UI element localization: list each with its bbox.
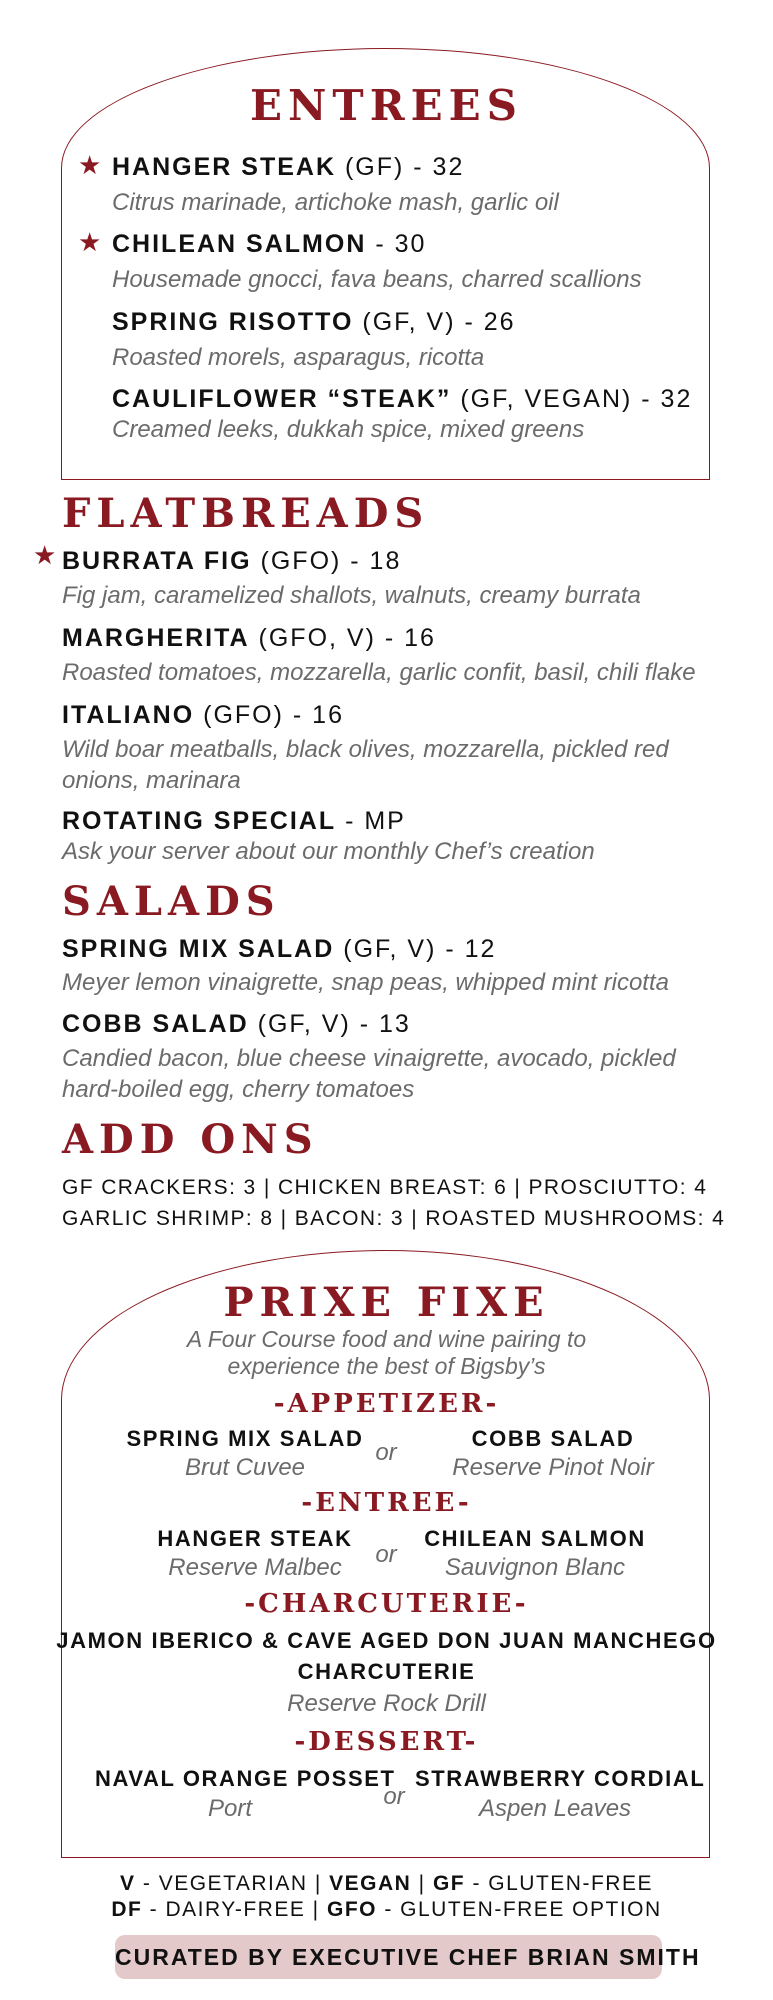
menu-item-name: HANGER STEAK (GF) - 32 [112, 153, 465, 181]
menu-item-description: onions, marinara [62, 767, 241, 794]
menu-item-description: Creamed leeks, dukkah spice, mixed greens [112, 416, 585, 443]
menu-item-description: Meyer lemon vinaigrette, snap peas, whipped mint ricotta [62, 969, 669, 996]
menu-item-name: ROTATING SPECIAL - MP [62, 807, 406, 835]
salads-title: SALADS [62, 878, 281, 925]
course-option-name: CHARCUTERIE [297, 1659, 476, 1684]
menu-item-name: SPRING RISOTTO (GF, V) - 26 [112, 308, 516, 336]
menu-item-description: Citrus marinade, artichoke mash, garlic oil [112, 189, 559, 216]
course-option-name: COBB SALAD [471, 1426, 635, 1451]
menu-item-name: SPRING MIX SALAD (GF, V) - 12 [62, 935, 497, 963]
course-option-name: NAVAL ORANGE POSSET [95, 1766, 396, 1791]
prixe-fixe-intro: experience the best of Bigsby’s [227, 1353, 546, 1379]
prixe-fixe-intro: A Four Course food and wine pairing to [186, 1326, 587, 1352]
menu-item-name: COBB SALAD (GF, V) - 13 [62, 1010, 411, 1038]
course-wine-pairing: Sauvignon Blanc [444, 1554, 626, 1581]
course-option-name: JAMON IBERICO & CAVE AGED DON JUAN MANCHEGO [56, 1628, 717, 1653]
menu-item-description: Roasted tomatoes, mozzarella, garlic confit, basil, chili flake [62, 659, 696, 686]
star-icon: ★ [78, 228, 102, 258]
or-divider: or [375, 1439, 397, 1466]
course-option-name: STRAWBERRY CORDIAL [415, 1766, 706, 1791]
add-ons-line: GARLIC SHRIMP: 8 | BACON: 3 | ROASTED MUSHROOMS: 4 [62, 1207, 726, 1230]
dietary-legend: V - VEGETARIAN | VEGAN | GF - GLUTEN-FREE [120, 1872, 653, 1895]
course-option-name: SPRING MIX SALAD [126, 1426, 364, 1451]
menu-item-description: hard-boiled egg, cherry tomatoes [62, 1076, 415, 1103]
menu-item-description: Wild boar meatballs, black olives, mozzarella, pickled red [62, 736, 669, 763]
dietary-legend: DF - DAIRY-FREE | GFO - GLUTEN-FREE OPTION [111, 1898, 662, 1921]
or-divider: or [375, 1541, 397, 1568]
appetizer-title: -APPETIZER- [273, 1389, 500, 1419]
course-wine-pairing: Aspen Leaves [478, 1795, 632, 1822]
menu-item-name: MARGHERITA (GFO, V) - 16 [62, 624, 436, 652]
dessert-title: -DESSERT- [294, 1727, 479, 1757]
menu-item-name: CAULIFLOWER “STEAK” (GF, VEGAN) - 32 [112, 385, 693, 413]
or-divider: or [383, 1783, 405, 1810]
menu-item-description: Roasted morels, asparagus, ricotta [112, 344, 485, 371]
curated-by-badge: CURATED BY EXECUTIVE CHEF BRIAN SMITH [115, 1935, 662, 1979]
menu-item-description: Fig jam, caramelized shallots, walnuts, creamy burrata [62, 582, 641, 609]
entree-course-title: -ENTREE- [301, 1488, 472, 1518]
menu-item-description: Housemade gnocci, fava beans, charred scallions [112, 266, 642, 293]
charcuterie-title: -CHARCUTERIE- [244, 1589, 529, 1619]
add-ons-title: ADD ONS [62, 1116, 319, 1163]
course-wine-pairing: Reserve Pinot Noir [452, 1454, 654, 1481]
menu-item-name: CHILEAN SALMON - 30 [112, 230, 427, 258]
entrees-title: ENTREES [250, 81, 523, 130]
course-wine-pairing: Reserve Malbec [168, 1554, 342, 1581]
star-icon: ★ [78, 151, 102, 181]
menu-item-name: ITALIANO (GFO) - 16 [62, 701, 344, 729]
course-wine-pairing: Reserve Rock Drill [287, 1690, 486, 1717]
prixe-fixe-title: PRIXE FIXE [223, 1279, 550, 1326]
menu-item-description: Candied bacon, blue cheese vinaigrette, avocado, pickled [62, 1045, 676, 1072]
menu-item-description: Ask your server about our monthly Chef’s creation [62, 838, 595, 865]
flatbreads-title: FLATBREADS [62, 490, 430, 537]
menu-item-name: BURRATA FIG (GFO) - 18 [62, 547, 402, 575]
star-icon: ★ [33, 541, 57, 571]
course-wine-pairing: Port [207, 1795, 252, 1822]
course-wine-pairing: Brut Cuvee [184, 1454, 306, 1481]
course-option-name: HANGER STEAK [157, 1526, 353, 1551]
add-ons-line: GF CRACKERS: 3 | CHICKEN BREAST: 6 | PROSCIUTTO: 4 [62, 1176, 708, 1199]
course-option-name: CHILEAN SALMON [424, 1526, 646, 1551]
